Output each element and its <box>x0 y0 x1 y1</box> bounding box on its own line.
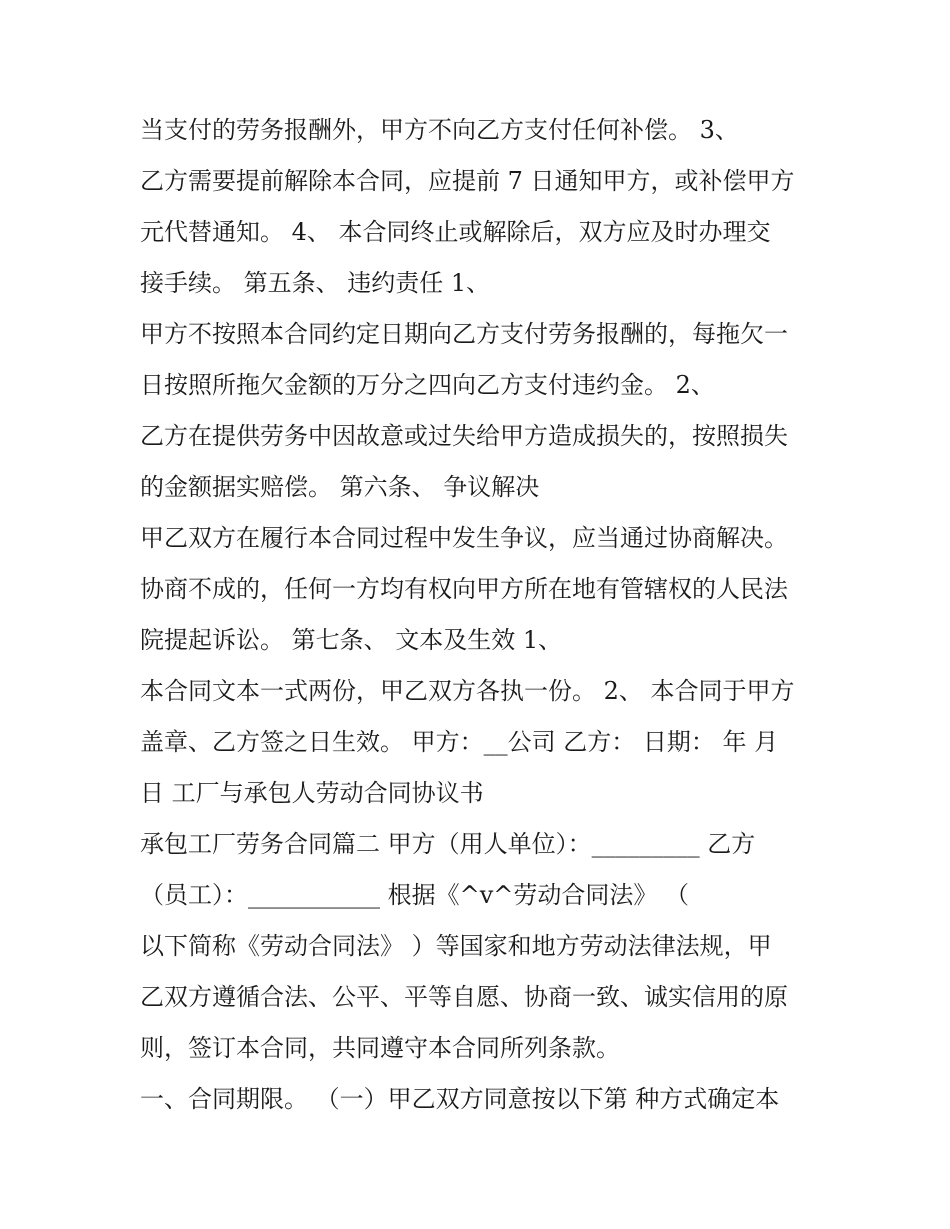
text-line: 接手续。 第五条、 违约责任 1、 <box>140 269 491 297</box>
text-line: 盖章、乙方签之日生效。 甲方：__公司 乙方： 日期： 年 月 <box>140 728 779 756</box>
text-line: 乙方在提供劳务中因故意或过失给甲方造成损失的，按照损失 <box>140 422 788 450</box>
text-line: 承包工厂劳务合同篇二 甲方（用人单位）：_________ 乙方 <box>140 830 756 858</box>
text-line: 元代替通知。 4、 本合同终止或解除后，双方应及时办理交 <box>140 218 771 246</box>
text-line: 日 工厂与承包人劳动合同协议书 <box>140 779 484 807</box>
contract-body-text <box>140 105 820 1125</box>
text-line: 乙双方遵循合法、公平、平等自愿、协商一致、诚实信用的原 <box>140 983 788 1011</box>
text-line: 以下简称《劳动合同法》 ）等国家和地方劳动法律法规，甲 <box>140 932 772 960</box>
text-line: 协商不成的，任何一方均有权向甲方所在地有管辖权的人民法 <box>140 575 788 603</box>
text-line: 日按照所拖欠金额的万分之四向乙方支付违约金。 2、 <box>140 371 715 399</box>
text-line: 甲乙双方在履行本合同过程中发生争议，应当通过协商解决。 <box>140 524 788 552</box>
text-line: （员工）：___________ 根据《^v^劳动合同法》 （ <box>140 881 690 909</box>
text-line: 乙方需要提前解除本合同，应提前 7 日通知甲方，或补偿甲方 <box>140 167 795 195</box>
text-line: 的金额据实赔偿。 第六条、 争议解决 <box>140 473 540 501</box>
text-line: 院提起诉讼。 第七条、 文本及生效 1、 <box>140 626 563 654</box>
text-line: 甲方不按照本合同约定日期向乙方支付劳务报酬的，每拖欠一 <box>140 320 788 348</box>
text-line: 当支付的劳务报酬外，甲方不向乙方支付任何补偿。 3、 <box>140 116 739 144</box>
text-line: 一、合同期限。 （一）甲乙双方同意按以下第 种方式确定本 <box>140 1085 780 1113</box>
text-line: 则，签订本合同，共同遵守本合同所列条款。 <box>140 1034 620 1062</box>
text-line: 本合同文本一式两份，甲乙双方各执一份。 2、 本合同于甲方 <box>140 677 795 705</box>
